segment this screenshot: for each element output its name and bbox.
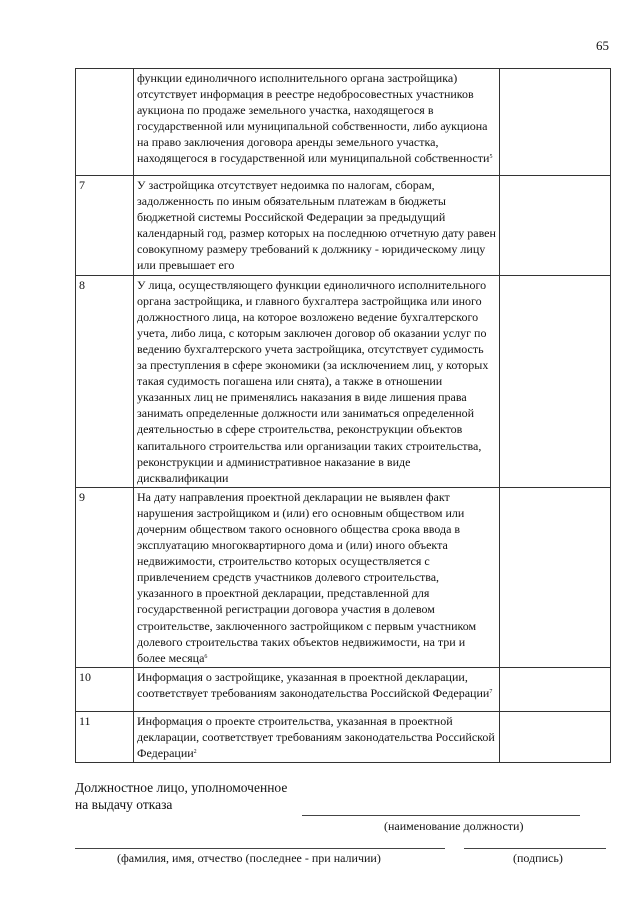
table-row bbox=[76, 487, 611, 667]
row-mark-cell bbox=[500, 275, 611, 487]
row-text-content: функции единоличного исполнительного органа застройщика) отсутствует информация в реестре недобросовестных участников аукциона по продаже земельного участка, находящегося в государственной или муниципальной собственности, либо аукциона на право заключения договора аренды земельного участка, находящегося в государственной или муниципальной собственности bbox=[137, 71, 490, 166]
position-line bbox=[302, 815, 580, 816]
row-number: 7 bbox=[76, 176, 134, 276]
signature-caption: (подпись) bbox=[513, 851, 563, 865]
row-number: 9 bbox=[76, 487, 134, 667]
table-row bbox=[76, 275, 611, 487]
row-text-content: Информация о проекте строительства, указанная в проектной декларации, соответствует требованиям законодательства Российской Федерации bbox=[137, 713, 495, 760]
row-text bbox=[134, 69, 500, 176]
page-number: 65 bbox=[596, 38, 609, 53]
row-text-content: На дату направления проектной декларации не выявлен факт нарушения застройщиком и (или) его основным обществом или дочерним обществом такого основного общества срока ввода в эксплуатацию многоквартирного дома и (или) иного объекта недвижимости, строительство которых осуществляется с привлечением средств участников долевого строительства, указанного в проектной декларации, представленной для государственной регистрации договора участия в долевом строительстве, заключенного застройщиком с первым участником долевого строительства таких объектов недвижимости, на три и более месяца bbox=[137, 489, 477, 665]
row-text bbox=[134, 275, 500, 487]
footnote-mark: 7 bbox=[489, 688, 493, 695]
row-text-content: У лица, осуществляющего функции единоличного исполнительного органа застройщика, и главного бухгалтера застройщика или иного должностного лица, на которое возложено ведение бухгалтерского учета, либо лица, с которым заключен договор об оказании услуг по ведению бухгалтерского учета застройщика, отсутствует судимость за преступления в сфере экономики (за исключением лиц, у которых такая судимость погашена или снята), а также в отношении указанных лиц не применялись наказания в виде лишения права занимать определенные должности или заниматься определенной деятельностью в сфере строительства, реконструкции объектов капитального строительства или организации таких строительства, реконструкции и административное наказание в виде дисквалификации bbox=[137, 277, 489, 485]
signature-line bbox=[464, 848, 606, 849]
footnote-mark: 2 bbox=[193, 749, 197, 755]
table-row bbox=[76, 667, 611, 711]
position-caption: (наименование должности) bbox=[384, 819, 524, 833]
row-text bbox=[134, 487, 500, 667]
name-line bbox=[75, 848, 445, 849]
row-mark-cell bbox=[500, 667, 611, 711]
signatory-title-line1: Должностное лицо, уполномоченное bbox=[75, 780, 288, 795]
row-text-content: У застройщика отсутствует недоимка по налогам, сборам, задолженность по иным обязательным платежам в бюджеты бюджетной системы Российской Федерации за предыдущий календарный год, размер которых на последнюю отчетную дату равен совокупному размеру требований к должнику - юридическому лицу или превышает его bbox=[137, 178, 496, 273]
requirements-table bbox=[75, 68, 611, 763]
row-text bbox=[134, 176, 500, 276]
row-mark-cell bbox=[500, 711, 611, 762]
row-mark-cell bbox=[500, 487, 611, 667]
row-number: 11 bbox=[76, 711, 134, 762]
row-mark-cell bbox=[500, 176, 611, 276]
row-number bbox=[76, 69, 134, 176]
footnote-mark: 6 bbox=[204, 653, 208, 660]
table-row bbox=[76, 69, 611, 176]
row-number: 10 bbox=[76, 667, 134, 711]
name-caption: (фамилия, имя, отчество (последнее - при наличии) bbox=[117, 851, 381, 865]
row-text-content: Информация о застройщике, указанная в проектной декларации, соответствует требованиям законодательства Российской Федерации bbox=[137, 669, 490, 700]
signature-block bbox=[75, 779, 606, 813]
table-row bbox=[76, 711, 611, 762]
row-mark-cell bbox=[500, 69, 611, 176]
signatory-title-line2: на выдачу отказа bbox=[75, 797, 173, 812]
row-text bbox=[134, 711, 500, 762]
footnote-mark: 5 bbox=[489, 154, 493, 161]
row-text bbox=[134, 667, 500, 711]
row-number: 8 bbox=[76, 275, 134, 487]
table-row bbox=[76, 176, 611, 276]
